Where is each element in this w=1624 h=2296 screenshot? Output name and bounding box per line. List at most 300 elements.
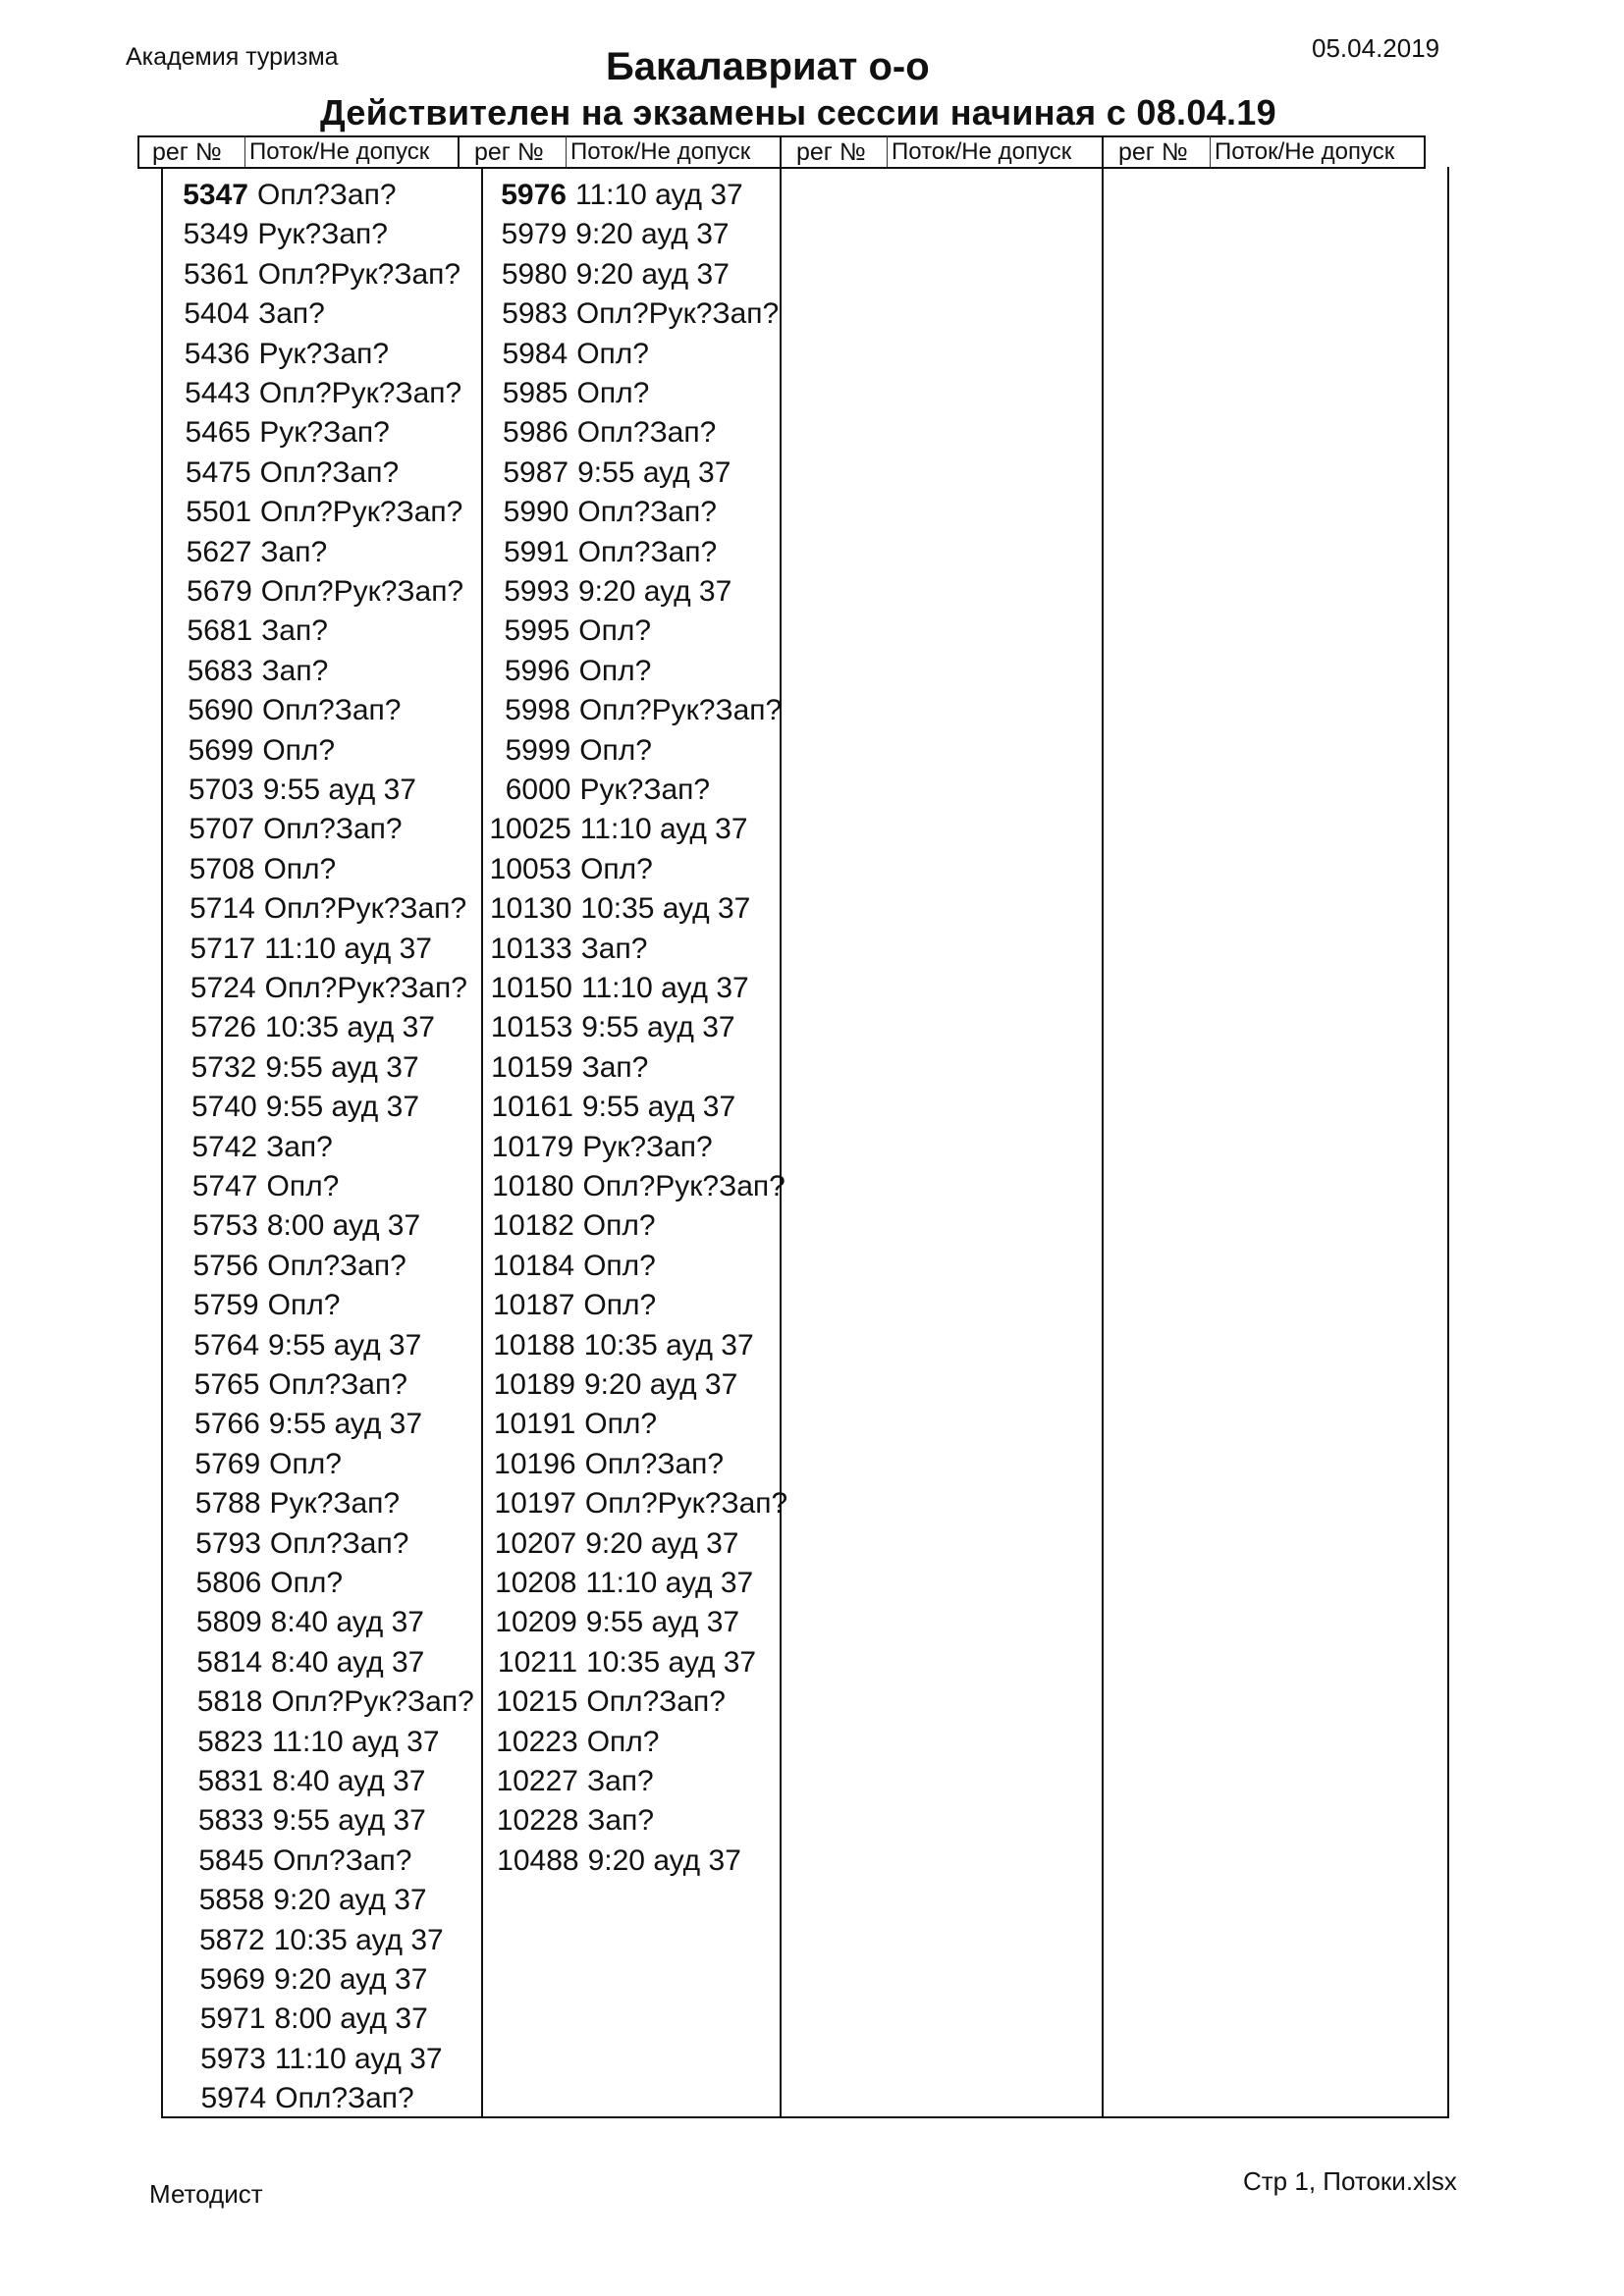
reg-number: 5979 — [501, 218, 568, 251]
table-row — [168, 1485, 401, 1522]
reg-number: 5999 — [505, 733, 571, 767]
table-row — [160, 692, 402, 729]
reg-number: 5703 — [188, 774, 254, 806]
reg-number: 10053 — [489, 852, 572, 885]
table-row — [471, 931, 648, 968]
header-divider-b — [566, 135, 567, 167]
reg-number: 5971 — [199, 2002, 266, 2036]
table-row — [470, 811, 748, 848]
reg-number: 5465 — [185, 416, 251, 450]
table-row — [171, 1882, 426, 1919]
header-status-1: Поток/Не допуск — [249, 138, 430, 165]
header-status-3: Поток/Не допуск — [892, 138, 1072, 165]
status-value: 9:20 ауд 37 — [584, 1368, 738, 1401]
status-value: Опл?Зап? — [577, 535, 718, 568]
table-row — [471, 970, 749, 1007]
reg-number: 10161 — [491, 1091, 573, 1124]
reg-number: 5759 — [192, 1289, 259, 1322]
status-value: Рук?Зап? — [257, 218, 388, 251]
table-row — [171, 1842, 412, 1880]
table-row — [172, 1961, 427, 1999]
reg-number: 10182 — [492, 1209, 574, 1243]
reg-number: 10228 — [496, 1804, 579, 1838]
organization-name: Академия туризма — [126, 43, 339, 71]
reg-number: 10153 — [490, 1011, 573, 1044]
status-value: 8:40 ауд 37 — [271, 1645, 425, 1679]
status-value: 9:20 ауд 37 — [585, 1526, 739, 1560]
table-row — [473, 1287, 656, 1324]
table-row — [477, 1802, 654, 1840]
header-reg-2: рег № — [474, 138, 544, 166]
status-value: Зап? — [258, 297, 325, 331]
reg-number: 10150 — [490, 972, 572, 1004]
reg-number: 5740 — [190, 1091, 257, 1124]
status-value: Опл? — [580, 852, 653, 885]
status-value: Опл?Зап? — [267, 1249, 406, 1282]
reg-number: 5683 — [187, 654, 253, 687]
table-row — [465, 177, 743, 214]
status-value: 9:55 ауд 37 — [262, 774, 416, 806]
table-row — [468, 613, 651, 650]
status-value: 8:00 ауд 37 — [266, 1209, 421, 1243]
status-value: Опл? — [576, 377, 650, 409]
table-row — [157, 336, 390, 373]
table-row — [172, 1922, 444, 1959]
reg-number: 10188 — [493, 1328, 575, 1362]
reg-number: 5973 — [200, 2042, 266, 2075]
group-divider-2 — [780, 135, 782, 2118]
table-right-border-body — [1447, 167, 1449, 2118]
status-value: 11:10 ауд 37 — [575, 179, 743, 211]
table-row — [475, 1446, 725, 1483]
table-row — [467, 414, 717, 452]
table-row — [470, 890, 750, 928]
status-value: Зап? — [587, 1804, 655, 1838]
group-divider-3 — [1102, 135, 1104, 2118]
header-status-4: Поток/Не допуск — [1215, 138, 1395, 165]
status-value: 9:55 ауд 37 — [581, 1091, 736, 1124]
table-row — [471, 1009, 734, 1046]
header-reg-1: рег № — [152, 138, 222, 166]
status-value: Опл?Рук?Зап? — [582, 1170, 785, 1202]
table-row — [474, 1327, 754, 1364]
table-row — [160, 653, 329, 690]
header-divider-a — [244, 135, 245, 167]
status-value: Опл?Зап? — [272, 1843, 412, 1877]
table-row — [467, 494, 717, 531]
reg-number: 5681 — [187, 614, 253, 648]
status-value: 9:55 ауд 37 — [577, 455, 731, 489]
reg-number: 5764 — [193, 1328, 260, 1362]
reg-number: 5976 — [501, 179, 567, 211]
reg-number: 5969 — [199, 1963, 266, 1996]
document-subtitle: Действителен на экзамены сессии начиная с 08.04.19 — [320, 92, 1276, 133]
status-value: Опл? — [583, 1289, 657, 1322]
status-value: Опл?Зап? — [259, 455, 400, 489]
table-header-divider — [137, 167, 1426, 169]
status-value: Опл? — [578, 614, 652, 648]
reg-number: 5986 — [503, 416, 568, 450]
reg-number: 10208 — [495, 1567, 577, 1599]
reg-number: 5766 — [194, 1408, 260, 1441]
status-value: Зап? — [261, 654, 329, 687]
reg-number: 5475 — [185, 455, 251, 489]
reg-number: 5361 — [184, 257, 249, 291]
status-value: Рук?Зап? — [259, 416, 390, 450]
reg-number: 5717 — [189, 932, 256, 965]
table-row — [467, 375, 650, 412]
header-status-2: Поток/Не допуск — [570, 138, 751, 165]
status-value: 9:20 ауд 37 — [575, 257, 730, 291]
group-divider-1 — [458, 135, 460, 167]
reg-number: 6000 — [505, 774, 571, 806]
status-value: 9:55 ауд 37 — [581, 1011, 735, 1044]
status-value: 10:35 ауд 37 — [264, 1011, 435, 1044]
reg-number: 5983 — [502, 297, 568, 331]
reg-number: 10488 — [497, 1843, 579, 1877]
reg-number: 5858 — [198, 1884, 265, 1917]
table-row — [164, 1089, 419, 1126]
status-value: Опл? — [578, 654, 652, 687]
status-value: 9:55 ауд 37 — [265, 1050, 419, 1084]
table-row — [162, 890, 466, 928]
reg-number: 5679 — [187, 575, 252, 608]
table-row — [468, 534, 718, 571]
status-value: Опл?Зап? — [586, 1685, 726, 1719]
status-value: Рук?Зап? — [579, 774, 711, 806]
table-row — [466, 336, 649, 373]
table-row — [160, 732, 335, 770]
table-row — [165, 1207, 420, 1245]
reg-number: 5806 — [195, 1567, 262, 1599]
status-value: Опл? — [586, 1725, 660, 1758]
table-row — [470, 851, 653, 888]
table-row — [158, 494, 462, 531]
table-row — [165, 1248, 406, 1285]
table-row — [472, 1089, 735, 1126]
footer-page-info: Стр 1, Потоки.xlsx — [1243, 2166, 1457, 2196]
table-row — [173, 2041, 443, 2078]
reg-number: 5726 — [190, 1011, 256, 1044]
table-row — [164, 1129, 333, 1166]
table-row — [465, 216, 729, 253]
reg-number: 10223 — [496, 1725, 578, 1758]
status-value: 11:10 ауд 37 — [581, 972, 749, 1004]
reg-number: 10159 — [491, 1050, 573, 1084]
reg-number: 10209 — [495, 1606, 577, 1639]
status-value: Зап? — [266, 1130, 333, 1163]
reg-number: 5993 — [504, 575, 569, 608]
reg-number: 5436 — [184, 337, 250, 370]
status-value: Опл?Рук?Зап? — [260, 575, 464, 608]
table-row — [172, 2001, 427, 2038]
table-row — [476, 1565, 754, 1602]
reg-number: 10179 — [491, 1130, 574, 1163]
status-value: Опл? — [270, 1567, 344, 1599]
table-row — [466, 256, 730, 294]
reg-number: 5996 — [504, 654, 570, 687]
table-row — [159, 613, 328, 650]
reg-number: 5823 — [197, 1725, 263, 1758]
table-row — [468, 573, 731, 611]
table-row — [474, 1406, 657, 1443]
table-row — [473, 1248, 656, 1285]
status-value: Опл? — [584, 1408, 658, 1441]
status-value: Зап? — [580, 932, 648, 965]
table-row — [157, 414, 390, 452]
reg-number: 5404 — [184, 297, 250, 331]
reg-number: 5443 — [185, 377, 250, 409]
reg-number: 5714 — [189, 892, 255, 926]
table-row — [168, 1525, 409, 1563]
status-value: 11:10 ауд 37 — [264, 932, 432, 965]
reg-number: 10189 — [493, 1368, 575, 1401]
status-value: Опл?Рук?Зап? — [578, 694, 783, 727]
footer-signature-label: Методист — [149, 2179, 263, 2209]
table-row — [476, 1604, 739, 1641]
reg-number: 5845 — [198, 1843, 264, 1877]
table-row — [167, 1406, 422, 1443]
table-row — [161, 851, 336, 888]
reg-number: 5690 — [188, 694, 253, 727]
status-value: Рук?Зап? — [258, 337, 390, 370]
table-row — [470, 772, 711, 809]
document-title: Бакалавриат о-о — [606, 45, 930, 88]
reg-number: 10211 — [497, 1645, 578, 1679]
status-value: Опл?Зап? — [257, 179, 397, 211]
reg-number: 5501 — [186, 496, 252, 529]
status-value: 9:55 ауд 37 — [585, 1606, 740, 1639]
status-value: 9:20 ауд 37 — [575, 218, 730, 251]
status-value: 9:55 ауд 37 — [265, 1091, 420, 1124]
reg-number: 5872 — [198, 1923, 265, 1956]
table-row — [170, 1763, 425, 1800]
status-value: Опл? — [576, 337, 649, 370]
table-row — [170, 1724, 440, 1761]
status-value: Опл? — [266, 1170, 340, 1202]
reg-number: 5699 — [188, 733, 254, 767]
status-value: Опл?Рук?Зап? — [264, 972, 467, 1004]
reg-number: 5724 — [189, 972, 256, 1004]
status-value: 11:10 ауд 37 — [274, 2042, 443, 2075]
status-value: Опл?Зап? — [275, 2082, 414, 2115]
reg-number: 5349 — [183, 218, 249, 251]
reg-number: 5765 — [193, 1368, 260, 1401]
status-value: 9:20 ауд 37 — [587, 1843, 741, 1877]
status-value: Зап? — [261, 614, 328, 648]
status-value: Опл?Зап? — [576, 416, 717, 450]
status-value: 11:10 ауд 37 — [585, 1567, 754, 1599]
status-value: 9:55 ауд 37 — [268, 1328, 422, 1362]
status-value: 9:20 ауд 37 — [273, 1884, 427, 1917]
table-row — [469, 653, 652, 690]
table-row — [156, 295, 325, 333]
table-row — [169, 1604, 424, 1641]
table-row — [467, 454, 731, 492]
status-value: Опл?Зап? — [269, 1526, 409, 1560]
reg-number: 5788 — [194, 1487, 261, 1521]
table-row — [166, 1327, 421, 1364]
table-row — [473, 1168, 785, 1205]
status-value: Рук?Зап? — [582, 1130, 713, 1163]
reg-number: 10187 — [492, 1289, 575, 1322]
table-row — [158, 454, 400, 492]
reg-number: 5756 — [192, 1249, 259, 1282]
status-value: Опл?Зап? — [263, 813, 403, 846]
reg-number: 5814 — [196, 1645, 263, 1679]
status-value: Опл?Зап? — [584, 1447, 725, 1480]
status-value: 8:40 ауд 37 — [272, 1765, 426, 1797]
table-row — [169, 1683, 473, 1721]
reg-number: 5707 — [189, 813, 255, 846]
table-row — [166, 1287, 341, 1324]
table-row — [157, 375, 461, 412]
status-value: Опл?Рук?Зап? — [263, 892, 467, 926]
reg-number: 5833 — [197, 1804, 264, 1838]
table-row — [478, 1842, 741, 1880]
table-right-border — [1424, 135, 1426, 167]
status-value: Опл?Рук?Зап? — [260, 496, 463, 529]
status-value: 9:20 ауд 37 — [274, 1963, 428, 1996]
reg-number: 5980 — [501, 257, 568, 291]
status-value: Опл?Зап? — [268, 1368, 407, 1401]
reg-number: 10227 — [496, 1765, 578, 1797]
reg-number: 5753 — [192, 1209, 258, 1243]
reg-number: 10180 — [492, 1170, 574, 1202]
reg-number: 10196 — [494, 1447, 576, 1480]
status-value: Опл?Рук?Зап? — [271, 1685, 474, 1719]
table-row — [466, 295, 779, 333]
status-value: Опл?Рук?Зап? — [257, 257, 461, 291]
table-row — [474, 1366, 737, 1404]
status-value: 8:40 ауд 37 — [270, 1606, 424, 1639]
table-row — [161, 811, 403, 848]
status-value: Опл? — [582, 1209, 656, 1243]
status-value: 9:55 ауд 37 — [268, 1408, 423, 1441]
status-value: 10:35 ауд 37 — [583, 1328, 754, 1362]
reg-number: 5627 — [186, 535, 252, 568]
status-value: Опл?Зап? — [577, 496, 717, 529]
reg-number: 5708 — [189, 852, 255, 885]
table-row — [472, 1049, 649, 1087]
status-value: 8:00 ауд 37 — [274, 2002, 428, 2036]
table-row — [159, 573, 463, 611]
reg-number: 5984 — [502, 337, 568, 370]
table-row — [158, 534, 327, 571]
table-row — [163, 1049, 418, 1087]
status-value: Зап? — [260, 535, 328, 568]
table-row — [165, 1168, 340, 1205]
table-row — [475, 1525, 738, 1563]
reg-number: 10207 — [494, 1526, 577, 1560]
reg-number: 5747 — [191, 1170, 258, 1202]
status-value: Опл? — [269, 1447, 342, 1480]
status-value: Зап? — [587, 1765, 654, 1797]
status-value: 9:20 ауд 37 — [578, 575, 732, 608]
status-value: 10:35 ауд 37 — [273, 1923, 444, 1956]
status-value: 11:10 ауд 37 — [579, 813, 748, 846]
table-row — [173, 2080, 414, 2117]
reg-number: 10197 — [494, 1487, 576, 1521]
reg-number: 10130 — [489, 892, 572, 926]
status-value: 11:10 ауд 37 — [271, 1725, 440, 1758]
reg-number: 5985 — [502, 377, 568, 409]
table-row — [476, 1683, 726, 1721]
reg-number: 5998 — [505, 694, 570, 727]
table-row — [477, 1724, 660, 1761]
status-value: 10:35 ауд 37 — [580, 892, 751, 926]
status-value: Опл?Рук?Зап? — [584, 1487, 788, 1521]
reg-number: 5769 — [194, 1447, 261, 1480]
reg-number: 10184 — [492, 1249, 575, 1282]
header-divider-c — [887, 135, 888, 167]
status-value: 10:35 ауд 37 — [586, 1645, 757, 1679]
table-left-border — [137, 135, 139, 167]
reg-number: 10191 — [493, 1408, 576, 1441]
table-row — [155, 177, 397, 214]
reg-number: 5818 — [196, 1685, 263, 1719]
table-row — [167, 1446, 342, 1483]
table-row — [469, 692, 782, 729]
status-value: Опл? — [263, 852, 337, 885]
reg-number: 10133 — [490, 932, 572, 965]
reg-number: 5793 — [195, 1526, 261, 1560]
status-value: Опл? — [583, 1249, 656, 1282]
reg-number: 5990 — [503, 496, 569, 529]
table-row — [166, 1366, 407, 1404]
table-row — [168, 1565, 343, 1602]
reg-number: 10025 — [489, 813, 571, 846]
header-reg-3: рег № — [796, 138, 866, 166]
table-row — [469, 732, 652, 770]
reg-number: 5995 — [504, 614, 570, 648]
status-value: Опл?Зап? — [261, 694, 402, 727]
table-row — [155, 216, 388, 253]
table-row — [473, 1207, 656, 1245]
reg-number: 10215 — [495, 1685, 578, 1719]
reg-number: 5831 — [197, 1765, 264, 1797]
reg-number: 5732 — [190, 1050, 257, 1084]
reg-number: 5809 — [195, 1606, 262, 1639]
reg-number: 5974 — [200, 2082, 267, 2115]
status-value: Зап? — [581, 1050, 649, 1084]
table-row — [162, 931, 432, 968]
reg-number: 5987 — [503, 455, 569, 489]
status-value: 9:55 ауд 37 — [272, 1804, 426, 1838]
status-value: Опл? — [262, 733, 336, 767]
table-row — [163, 1009, 435, 1046]
reg-number: 5991 — [503, 535, 569, 568]
reg-number: 5347 — [183, 179, 248, 211]
header-divider-d — [1210, 135, 1211, 167]
table-row — [476, 1644, 756, 1682]
table-row — [163, 970, 467, 1007]
table-row — [475, 1485, 787, 1522]
table-row — [171, 1802, 426, 1840]
status-value: Опл?Рук?Зап? — [575, 297, 780, 331]
table-row — [169, 1644, 424, 1682]
reg-number: 5742 — [191, 1130, 258, 1163]
status-value: Рук?Зап? — [269, 1487, 401, 1521]
status-value: Опл? — [267, 1289, 341, 1322]
table-row — [477, 1763, 654, 1800]
header-reg-4: рег № — [1118, 138, 1188, 166]
table-row — [156, 256, 460, 294]
status-value: Опл? — [579, 733, 652, 767]
table-row — [472, 1129, 713, 1166]
status-value: Опл?Рук?Зап? — [258, 377, 462, 409]
table-row — [161, 772, 416, 809]
